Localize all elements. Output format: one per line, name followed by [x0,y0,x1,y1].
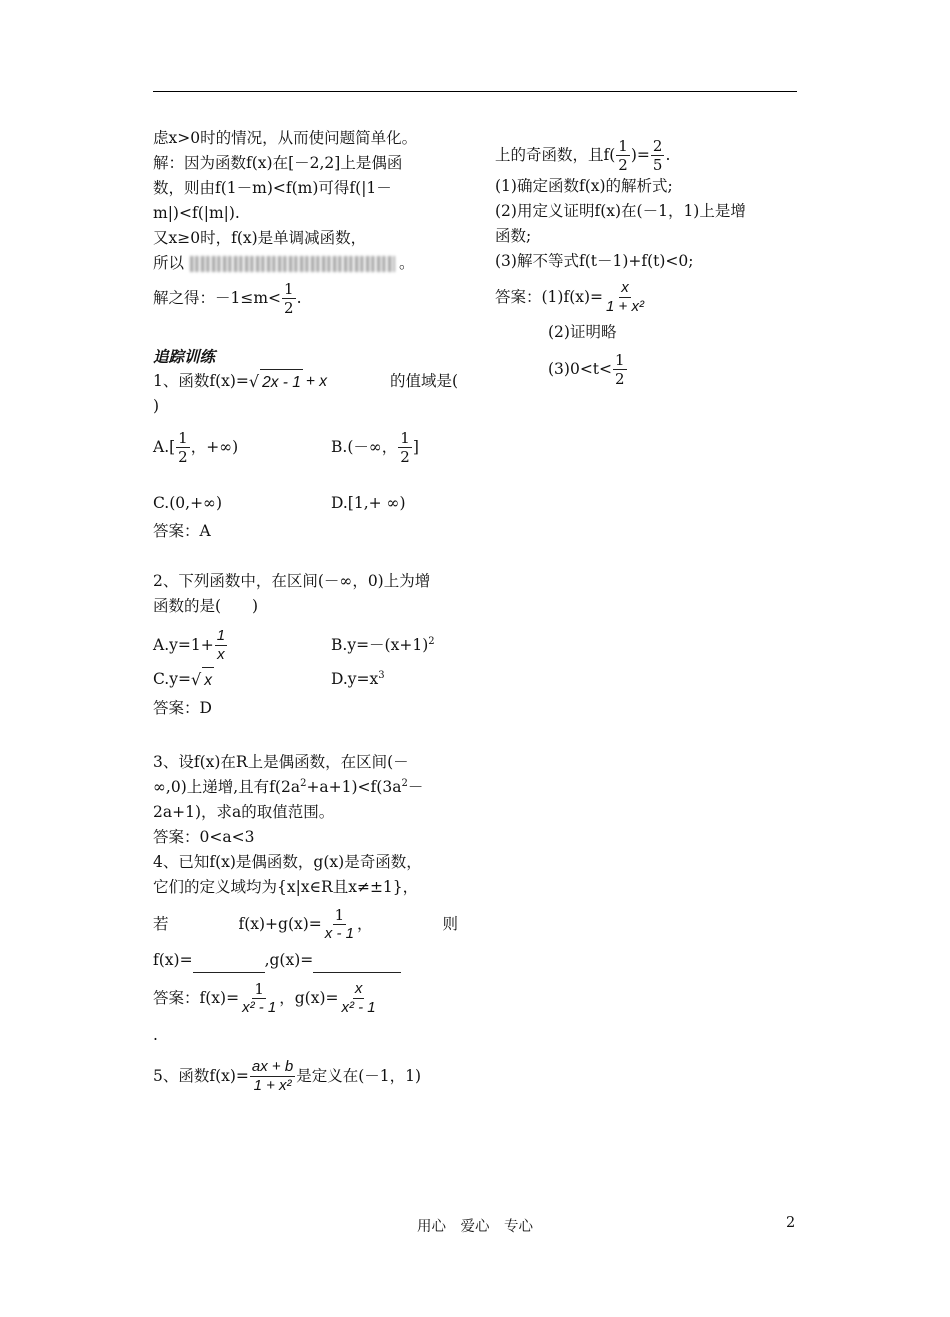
numerator: 2 [652,136,663,155]
text: 答案：f(x)= [153,988,240,1007]
text-line: (1)确定函数f(x)的解析式; [495,177,673,195]
radicand: x [202,667,214,693]
denominator: x² - 1 [242,998,277,1016]
text-line [153,276,458,320]
superscript: 2 [428,635,435,647]
text-line [153,775,458,800]
numerator: 1 [178,428,188,447]
header-rule [153,91,797,92]
denominator: x² - 1 [341,998,376,1016]
superscript: 2 [300,777,307,789]
text: ,g(x)= [264,951,314,969]
text-line [153,948,458,973]
text-line: 它们的定义域均为{x|x∈R且x≠±1}， [153,878,419,896]
superscript: 3 [378,669,385,681]
fraction [323,906,356,943]
text: ∞,0)上递增,且有f(2a [153,778,301,796]
text-line: 又x≥0时，f(x)是单调减函数， [153,229,367,247]
text-line [153,251,458,276]
numerator: 1 [334,905,345,924]
denominator: 2 [615,369,625,388]
text-line [495,345,800,393]
text-line: m|)<f(|m|). [153,204,240,222]
page-number: 2 [786,1215,796,1231]
text: 答案：(1)f(x)= [495,287,604,306]
numerator: 1 [254,979,264,998]
numerator: x [621,278,629,296]
numerator: 1 [618,136,628,155]
option-text: ，+∞) [190,437,239,456]
denominator: 2 [618,155,628,174]
fraction [176,429,190,466]
text: + x [305,373,327,390]
text-line [153,1048,458,1104]
option-b [331,429,419,466]
sqrt-icon: √ [190,670,202,689]
text-line: 3、设f(x)在R上是偶函数，在区间(－ [153,753,409,771]
fraction [240,980,278,1017]
denominator: 2 [178,447,188,466]
text-line: 数，则由f(1－m)<f(m)可得f(|1－ [153,179,392,197]
blurred-formula-image [190,256,395,272]
text-line: 函数的是( ) [153,597,259,615]
text-line: . [153,1026,158,1044]
options-row [153,425,458,469]
footer-motto: 用心 爱心 专心 [417,1219,533,1235]
fraction [616,137,630,174]
numerator: x [354,979,363,997]
option-text: C.y= [153,670,191,688]
text-line: 2a+1)，求a的取值范围。 [153,803,335,821]
option-b [331,633,435,658]
denominator: x - 1 [324,924,354,942]
text-line [153,900,458,948]
left-column [153,126,458,1104]
option-d: D.[1,+ ∞) [331,494,406,512]
text: . [296,288,302,307]
section-heading: 追踪训练 [153,347,216,366]
answer-blank [313,956,401,973]
text: (3)0<t< [548,359,613,378]
text: 上的奇函数，且f( [495,145,616,164]
option-text: A.[ [153,437,176,456]
option-text: B.(－∞， [331,437,398,456]
text: － [407,778,424,796]
text: 是定义在(－1，1) [296,1066,422,1085]
fraction [282,280,296,317]
text-line: ) [153,397,160,415]
option-text: B.y=－(x+1) [331,635,429,654]
text: 5、函数f(x)= [153,1066,249,1085]
text: 解之得：－1≤m< [153,288,282,307]
text-line: 函数; [495,227,532,245]
answer: 答案：0<a<3 [153,828,255,846]
text: 若 [153,914,169,933]
answer [153,973,458,1023]
answer: 答案：A [153,522,211,540]
superscript: 2 [401,777,408,789]
text: +a+1)<f(3a [306,778,402,796]
option-d [331,667,385,692]
denominator: 1 + x² [253,1076,292,1094]
denominator: x [217,645,225,663]
text-line [495,136,800,174]
options-row [153,623,458,667]
question-1 [153,369,458,394]
option-c: C.(0,+∞) [153,494,223,512]
text-line: 解：因为函数f(x)在[－2,2]上是偶函 [153,154,403,172]
text: 则 [442,914,458,933]
right-column [495,136,800,393]
numerator: 1 [216,626,226,644]
text-line: 虑x>0时的情况，从而使问题简单化。 [153,129,418,147]
options-row [153,491,458,516]
denominator: 2 [400,447,410,466]
answer: 答案：D [153,699,212,717]
radicand: 2x - 1 [260,369,303,395]
denominator: 1 + x² [606,297,644,315]
text: ， [356,914,373,933]
text: ，g(x)= [279,988,339,1007]
text: 所以 [153,254,185,272]
denominator: 2 [284,298,294,317]
text: f(x)= [153,951,193,969]
text: 。 [399,254,415,272]
sqrt-icon: √ [248,372,260,391]
fraction [613,351,627,388]
option-text: A.y=1+ [153,635,214,654]
fraction [604,279,646,316]
numerator: ax + b [251,1057,294,1075]
option-a [153,429,331,466]
text-line: 4、已知f(x)是偶函数，g(x)是奇函数， [153,853,422,871]
option-text: ] [412,437,419,456]
text: 1、函数f(x)= [153,372,249,390]
denominator: 5 [652,155,663,174]
numerator: 1 [400,428,410,447]
fraction [250,1058,295,1095]
text-line: (3)解不等式f(t－1)+f(t)<0; [495,252,694,270]
answer-blank [193,956,265,973]
text-line: 2、下列函数中，在区间(－∞，0)上为增 [153,572,431,590]
fraction [339,980,377,1017]
fraction [651,137,665,174]
text: . [665,145,671,164]
text: f(x)+g(x)= [238,914,322,933]
numerator: 1 [615,350,625,369]
option-c [153,667,331,693]
text: )= [630,145,650,164]
answer [495,274,800,320]
text-line: (2)证明略 [548,323,617,341]
option-a [153,627,331,664]
text-line: (2)用定义证明f(x)在(－1，1)上是增 [495,202,746,220]
options-row [153,667,458,692]
fraction [398,429,412,466]
option-text: D.y=x [331,670,379,688]
text: 的值域是( [389,372,458,390]
numerator: 1 [284,279,294,298]
fraction [215,627,227,664]
